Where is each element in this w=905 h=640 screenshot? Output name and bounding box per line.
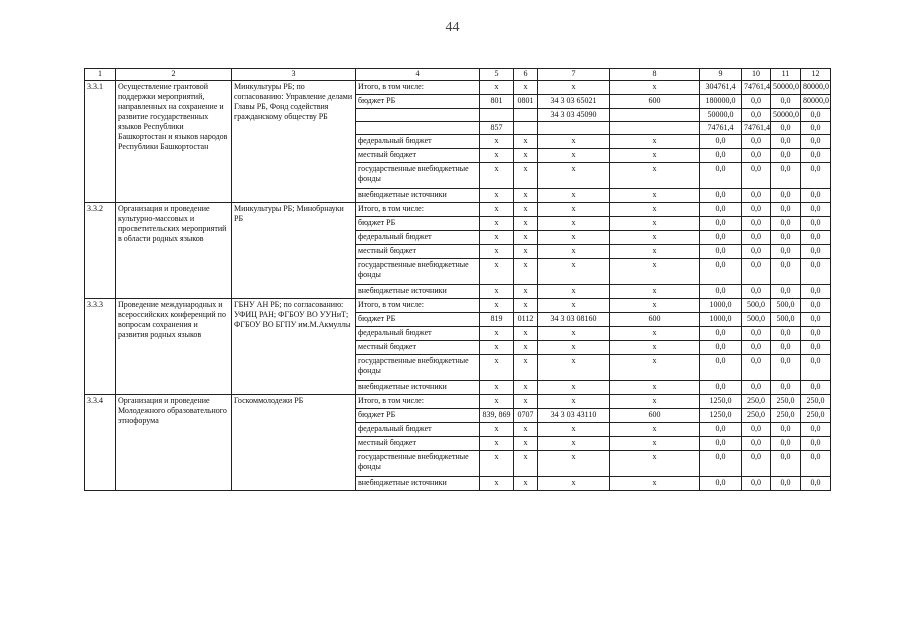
amount-year-1: 0,0: [742, 355, 771, 381]
expense-type: x: [610, 451, 700, 477]
expense-type: x: [610, 163, 700, 189]
section-code: 0707: [514, 409, 538, 423]
expense-type: x: [610, 299, 700, 313]
item-number: 3.3.4: [85, 395, 116, 491]
amount-year-3: 250,0: [801, 409, 831, 423]
item-number: 3.3.2: [85, 203, 116, 299]
amount-year-1: 0,0: [742, 149, 771, 163]
amount-year-2: 0,0: [771, 189, 801, 203]
section-code: x: [514, 203, 538, 217]
amount-year-3: 0,0: [801, 163, 831, 189]
amount-year-3: 0,0: [801, 437, 831, 451]
column-number-5: 5: [480, 69, 514, 81]
amount-year-3: 80000,0: [801, 81, 831, 95]
total-amount: 0,0: [700, 135, 742, 149]
total-amount: 304761,4: [700, 81, 742, 95]
column-number-7: 7: [538, 69, 610, 81]
amount-year-1: 0,0: [742, 451, 771, 477]
amount-year-3: 0,0: [801, 381, 831, 395]
amount-year-3: 0,0: [801, 203, 831, 217]
funding-source: местный бюджет: [356, 437, 480, 451]
grbs-code: 857: [480, 122, 514, 135]
budget-table: [84, 68, 831, 491]
section-code: x: [514, 231, 538, 245]
table-row: [85, 81, 831, 95]
amount-year-3: 0,0: [801, 259, 831, 285]
amount-year-2: 0,0: [771, 341, 801, 355]
measure-name: Организация и проведение культурно-массовых и просветительских мероприятий в области родных языков: [116, 203, 232, 299]
section-code: x: [514, 327, 538, 341]
funding-source: государственные внебюджетные фонды: [356, 355, 480, 381]
total-amount: 0,0: [700, 203, 742, 217]
amount-year-1: 0,0: [742, 95, 771, 109]
target-article: x: [538, 245, 610, 259]
target-article: x: [538, 437, 610, 451]
funding-source: местный бюджет: [356, 245, 480, 259]
table-header-row: [85, 69, 831, 81]
measure-name: Осуществление грантовой поддержки мероприятий, направленных на сохранение и развитие государственных языков Республики Башкортостан и языков народов Республики Башкортостан: [116, 81, 232, 203]
grbs-code: x: [480, 437, 514, 451]
total-amount: 50000,0: [700, 109, 742, 122]
funding-source: государственные внебюджетные фонды: [356, 451, 480, 477]
amount-year-2: 50000,0: [771, 109, 801, 122]
table-row: [85, 395, 831, 409]
funding-source: федеральный бюджет: [356, 423, 480, 437]
section-code: x: [514, 437, 538, 451]
funding-source: бюджет РБ: [356, 409, 480, 423]
grbs-code: x: [480, 163, 514, 189]
amount-year-3: 0,0: [801, 299, 831, 313]
amount-year-1: 0,0: [742, 135, 771, 149]
total-amount: 0,0: [700, 451, 742, 477]
section-code: x: [514, 217, 538, 231]
amount-year-1: 250,0: [742, 409, 771, 423]
amount-year-1: 500,0: [742, 313, 771, 327]
section-code: x: [514, 259, 538, 285]
expense-type: x: [610, 217, 700, 231]
funding-source: бюджет РБ: [356, 217, 480, 231]
table-row: [85, 203, 831, 217]
funding-source: внебюджетные источники: [356, 285, 480, 299]
amount-year-2: 0,0: [771, 245, 801, 259]
amount-year-2: 0,0: [771, 381, 801, 395]
column-number-6: 6: [514, 69, 538, 81]
total-amount: 1250,0: [700, 395, 742, 409]
target-article: x: [538, 189, 610, 203]
section-code: x: [514, 423, 538, 437]
total-amount: 0,0: [700, 355, 742, 381]
total-amount: 0,0: [700, 245, 742, 259]
target-article: x: [538, 149, 610, 163]
section-code: x: [514, 163, 538, 189]
amount-year-3: 0,0: [801, 285, 831, 299]
total-amount: 74761,4: [700, 122, 742, 135]
section-code: 0801: [514, 95, 538, 109]
amount-year-1: 0,0: [742, 381, 771, 395]
amount-year-1: 0,0: [742, 437, 771, 451]
target-article: 34 3 03 45090: [538, 109, 610, 122]
target-article: 34 3 03 43110: [538, 409, 610, 423]
expense-type: 600: [610, 409, 700, 423]
section-code: x: [514, 381, 538, 395]
expense-type: x: [610, 149, 700, 163]
funding-source: [356, 109, 480, 122]
funding-source: государственные внебюджетные фонды: [356, 163, 480, 189]
grbs-code: x: [480, 149, 514, 163]
expense-type: 600: [610, 95, 700, 109]
target-article: 34 3 03 65021: [538, 95, 610, 109]
amount-year-3: 0,0: [801, 122, 831, 135]
amount-year-2: 0,0: [771, 217, 801, 231]
total-amount: 0,0: [700, 189, 742, 203]
amount-year-3: 0,0: [801, 149, 831, 163]
funding-source: местный бюджет: [356, 149, 480, 163]
expense-type: x: [610, 81, 700, 95]
grbs-code: x: [480, 285, 514, 299]
target-article: x: [538, 163, 610, 189]
total-amount: 0,0: [700, 217, 742, 231]
funding-source: внебюджетные источники: [356, 189, 480, 203]
target-article: x: [538, 259, 610, 285]
expense-type: x: [610, 355, 700, 381]
target-article: x: [538, 477, 610, 491]
grbs-code: [480, 109, 514, 122]
grbs-code: 839, 869: [480, 409, 514, 423]
column-number-12: 12: [801, 69, 831, 81]
amount-year-1: 0,0: [742, 163, 771, 189]
amount-year-1: 0,0: [742, 231, 771, 245]
amount-year-1: 0,0: [742, 203, 771, 217]
grbs-code: x: [480, 477, 514, 491]
grbs-code: x: [480, 327, 514, 341]
amount-year-1: 250,0: [742, 395, 771, 409]
total-amount: 1000,0: [700, 299, 742, 313]
total-amount: 1000,0: [700, 313, 742, 327]
expense-type: x: [610, 245, 700, 259]
amount-year-2: 0,0: [771, 355, 801, 381]
grbs-code: x: [480, 189, 514, 203]
grbs-code: x: [480, 381, 514, 395]
section-code: x: [514, 355, 538, 381]
amount-year-3: 0,0: [801, 355, 831, 381]
amount-year-3: 0,0: [801, 245, 831, 259]
expense-type: x: [610, 327, 700, 341]
expense-type: 600: [610, 313, 700, 327]
section-code: x: [514, 149, 538, 163]
amount-year-2: 0,0: [771, 477, 801, 491]
amount-year-2: 500,0: [771, 299, 801, 313]
amount-year-1: 0,0: [742, 259, 771, 285]
item-number: 3.3.3: [85, 299, 116, 395]
grbs-code: x: [480, 341, 514, 355]
total-amount: 1250,0: [700, 409, 742, 423]
column-number-3: 3: [232, 69, 356, 81]
executor: ГБНУ АН РБ; по согласованию: УФИЦ РАН; ФГБОУ ВО УУНиТ; ФГБОУ ВО БГПУ им.М.Акмуллы: [232, 299, 356, 395]
column-number-4: 4: [356, 69, 480, 81]
measure-name: Проведение международных и всероссийских конференций по вопросам сохранения и развития родных языков: [116, 299, 232, 395]
amount-year-3: 0,0: [801, 327, 831, 341]
measure-name: Организация и проведение Молодежного образовательного этнофорума: [116, 395, 232, 491]
column-number-8: 8: [610, 69, 700, 81]
budget-table-container: [84, 68, 831, 491]
amount-year-2: 500,0: [771, 313, 801, 327]
section-code: x: [514, 299, 538, 313]
grbs-code: x: [480, 423, 514, 437]
total-amount: 0,0: [700, 231, 742, 245]
amount-year-2: 0,0: [771, 451, 801, 477]
amount-year-3: 0,0: [801, 135, 831, 149]
expense-type: x: [610, 231, 700, 245]
section-code: [514, 122, 538, 135]
executor: Минкультуры РБ; Минобрнауки РБ: [232, 203, 356, 299]
grbs-code: x: [480, 299, 514, 313]
executor: Минкультуры РБ; по согласованию: Управление делами Главы РБ, Фонд содействия гражданскому обществу РБ: [232, 81, 356, 203]
column-number-10: 10: [742, 69, 771, 81]
expense-type: [610, 122, 700, 135]
amount-year-2: 0,0: [771, 327, 801, 341]
total-amount: 0,0: [700, 327, 742, 341]
grbs-code: x: [480, 135, 514, 149]
amount-year-1: 0,0: [742, 327, 771, 341]
target-article: 34 3 03 08160: [538, 313, 610, 327]
amount-year-2: 250,0: [771, 395, 801, 409]
column-number-1: 1: [85, 69, 116, 81]
grbs-code: x: [480, 81, 514, 95]
expense-type: x: [610, 395, 700, 409]
section-code: x: [514, 341, 538, 355]
total-amount: 0,0: [700, 149, 742, 163]
funding-source: Итого, в том числе:: [356, 203, 480, 217]
amount-year-3: 0,0: [801, 451, 831, 477]
target-article: x: [538, 135, 610, 149]
section-code: x: [514, 245, 538, 259]
amount-year-1: 0,0: [742, 217, 771, 231]
page-number: 44: [445, 20, 460, 35]
amount-year-2: 0,0: [771, 423, 801, 437]
section-code: x: [514, 81, 538, 95]
section-code: x: [514, 285, 538, 299]
total-amount: 0,0: [700, 381, 742, 395]
target-article: x: [538, 395, 610, 409]
target-article: x: [538, 381, 610, 395]
amount-year-2: 0,0: [771, 203, 801, 217]
column-number-9: 9: [700, 69, 742, 81]
funding-source: внебюджетные источники: [356, 381, 480, 395]
amount-year-3: 0,0: [801, 477, 831, 491]
amount-year-2: 0,0: [771, 163, 801, 189]
amount-year-1: 0,0: [742, 245, 771, 259]
funding-source: Итого, в том числе:: [356, 395, 480, 409]
expense-type: x: [610, 285, 700, 299]
expense-type: x: [610, 477, 700, 491]
expense-type: x: [610, 259, 700, 285]
expense-type: x: [610, 423, 700, 437]
total-amount: 0,0: [700, 259, 742, 285]
amount-year-3: 0,0: [801, 423, 831, 437]
grbs-code: x: [480, 245, 514, 259]
target-article: x: [538, 423, 610, 437]
amount-year-2: 0,0: [771, 437, 801, 451]
section-code: x: [514, 395, 538, 409]
funding-source: федеральный бюджет: [356, 327, 480, 341]
target-article: x: [538, 451, 610, 477]
amount-year-2: 0,0: [771, 259, 801, 285]
item-number: 3.3.1: [85, 81, 116, 203]
target-article: x: [538, 231, 610, 245]
amount-year-1: 0,0: [742, 477, 771, 491]
grbs-code: x: [480, 231, 514, 245]
expense-type: x: [610, 135, 700, 149]
amount-year-2: 0,0: [771, 122, 801, 135]
amount-year-2: 0,0: [771, 135, 801, 149]
total-amount: 0,0: [700, 423, 742, 437]
amount-year-1: 0,0: [742, 109, 771, 122]
funding-source: внебюджетные источники: [356, 477, 480, 491]
amount-year-1: 74761,4: [742, 122, 771, 135]
section-code: x: [514, 477, 538, 491]
section-code: [514, 109, 538, 122]
grbs-code: 819: [480, 313, 514, 327]
funding-source: федеральный бюджет: [356, 135, 480, 149]
amount-year-1: 0,0: [742, 285, 771, 299]
target-article: x: [538, 327, 610, 341]
total-amount: 0,0: [700, 341, 742, 355]
funding-source: бюджет РБ: [356, 95, 480, 109]
amount-year-3: 0,0: [801, 231, 831, 245]
grbs-code: x: [480, 451, 514, 477]
total-amount: 0,0: [700, 163, 742, 189]
amount-year-1: 0,0: [742, 341, 771, 355]
section-code: x: [514, 451, 538, 477]
amount-year-3: 0,0: [801, 217, 831, 231]
funding-source: местный бюджет: [356, 341, 480, 355]
expense-type: x: [610, 341, 700, 355]
total-amount: 0,0: [700, 477, 742, 491]
expense-type: x: [610, 203, 700, 217]
funding-source: бюджет РБ: [356, 313, 480, 327]
grbs-code: x: [480, 259, 514, 285]
amount-year-2: 0,0: [771, 149, 801, 163]
expense-type: x: [610, 189, 700, 203]
target-article: x: [538, 299, 610, 313]
funding-source: федеральный бюджет: [356, 231, 480, 245]
amount-year-2: 0,0: [771, 231, 801, 245]
amount-year-1: 500,0: [742, 299, 771, 313]
grbs-code: x: [480, 217, 514, 231]
amount-year-1: 0,0: [742, 189, 771, 203]
expense-type: x: [610, 381, 700, 395]
amount-year-1: 0,0: [742, 423, 771, 437]
table-row: [85, 299, 831, 313]
grbs-code: x: [480, 203, 514, 217]
section-code: 0112: [514, 313, 538, 327]
amount-year-3: 0,0: [801, 189, 831, 203]
funding-source: Итого, в том числе:: [356, 81, 480, 95]
amount-year-3: 0,0: [801, 341, 831, 355]
amount-year-3: 250,0: [801, 395, 831, 409]
target-article: x: [538, 341, 610, 355]
section-code: x: [514, 135, 538, 149]
funding-source: Итого, в том числе:: [356, 299, 480, 313]
amount-year-1: 74761,4: [742, 81, 771, 95]
grbs-code: x: [480, 355, 514, 381]
amount-year-2: 0,0: [771, 285, 801, 299]
amount-year-3: 0,0: [801, 109, 831, 122]
column-number-2: 2: [116, 69, 232, 81]
target-article: x: [538, 81, 610, 95]
grbs-code: 801: [480, 95, 514, 109]
total-amount: 0,0: [700, 285, 742, 299]
amount-year-3: 0,0: [801, 313, 831, 327]
amount-year-2: 0,0: [771, 95, 801, 109]
column-number-11: 11: [771, 69, 801, 81]
expense-type: [610, 109, 700, 122]
expense-type: x: [610, 437, 700, 451]
funding-source: государственные внебюджетные фонды: [356, 259, 480, 285]
funding-source: [356, 122, 480, 135]
amount-year-2: 50000,0: [771, 81, 801, 95]
target-article: x: [538, 217, 610, 231]
target-article: x: [538, 203, 610, 217]
executor: Госкоммолодежи РБ: [232, 395, 356, 491]
target-article: [538, 122, 610, 135]
total-amount: 180000,0: [700, 95, 742, 109]
total-amount: 0,0: [700, 437, 742, 451]
amount-year-2: 250,0: [771, 409, 801, 423]
section-code: x: [514, 189, 538, 203]
grbs-code: x: [480, 395, 514, 409]
amount-year-3: 80000,0: [801, 95, 831, 109]
target-article: x: [538, 355, 610, 381]
target-article: x: [538, 285, 610, 299]
